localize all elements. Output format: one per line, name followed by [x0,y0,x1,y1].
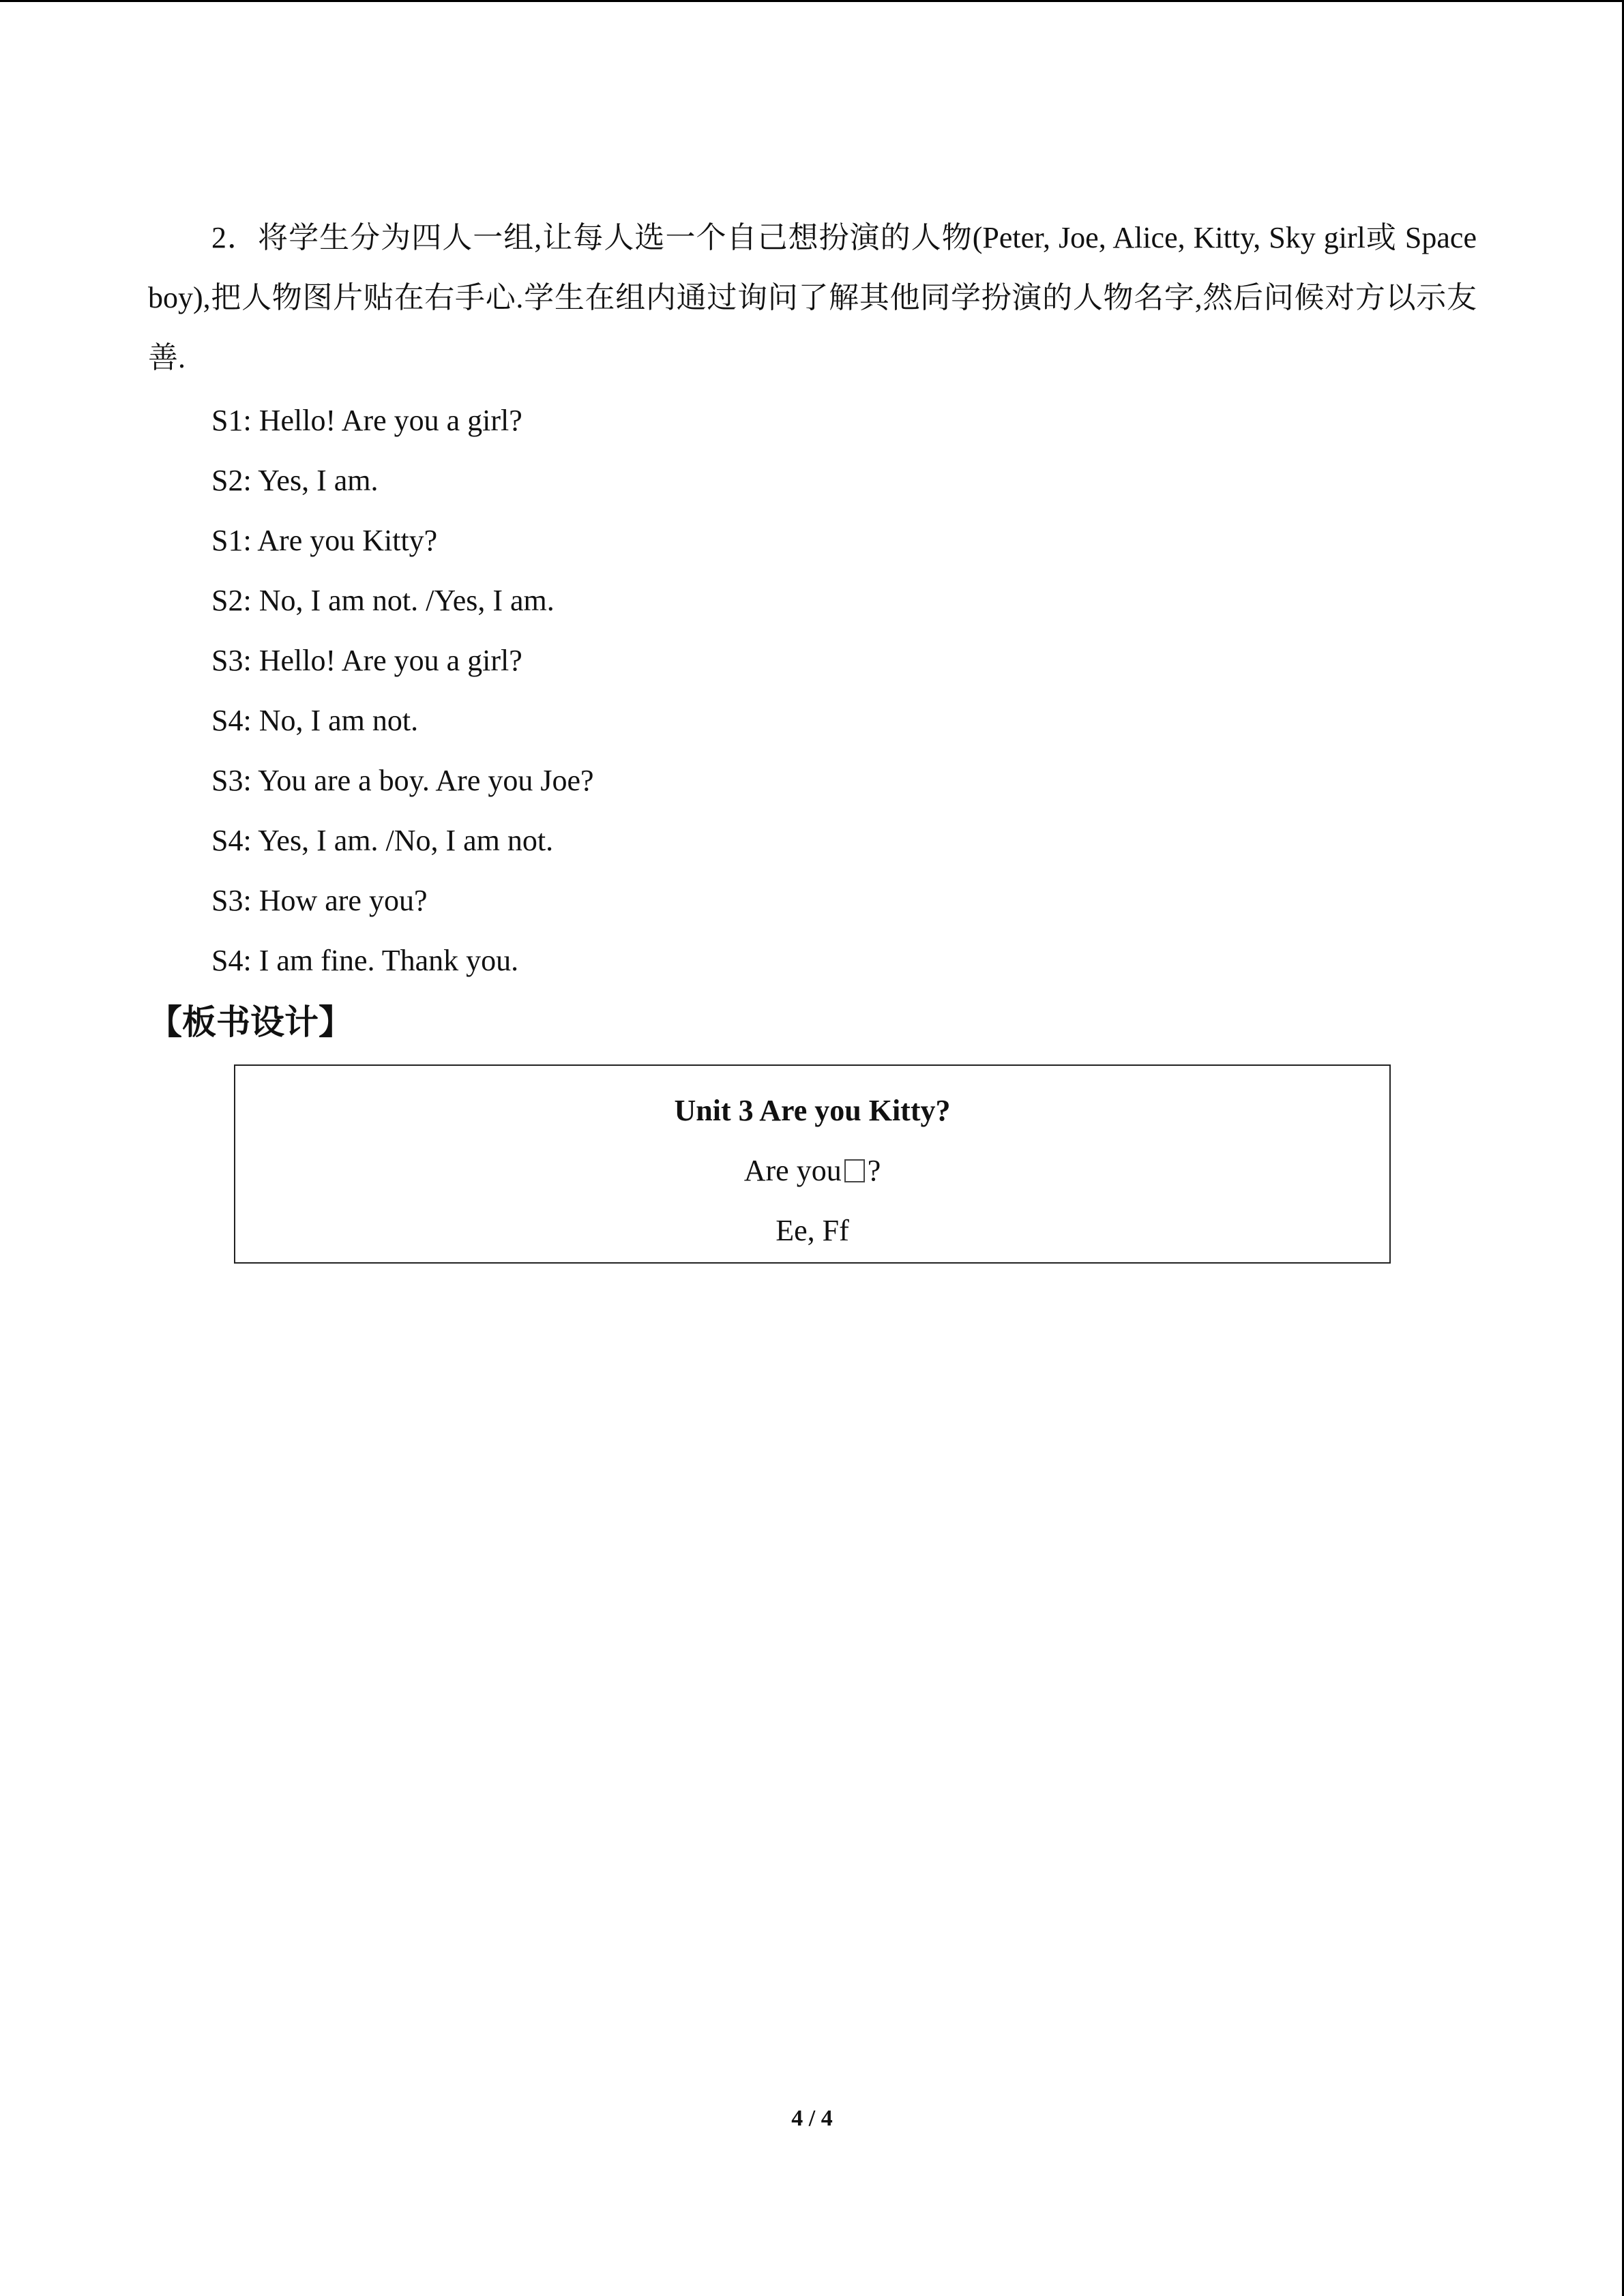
page-number: 4 / 4 [791,2106,833,2131]
pattern-suffix: ? [867,1154,881,1187]
dialogue-line: S4: No, I am not. [211,704,419,737]
blank-box-icon [844,1159,865,1182]
dialogue-list [211,391,1371,991]
board-title: Unit 3 Are you Kitty? [674,1094,951,1127]
pattern-prefix: Are you [743,1154,842,1187]
dialogue-line: S4: I am fine. Thank you. [211,944,519,977]
dialogue-line: S1: Are you Kitty? [211,524,438,557]
dialogue-line: S4: Yes, I am. /No, I am not. [211,824,554,857]
dialogue-line: S3: Hello! Are you a girl? [211,644,522,677]
dialogue-line: S3: How are you? [211,884,428,917]
dialogue-line: S3: You are a boy. Are you Joe? [211,764,594,797]
board-design-box [234,1064,1391,1264]
dialogue-line: S2: Yes, I am. [211,464,379,497]
board-letters: Ee, Ff [776,1214,849,1247]
dialogue-line: S2: No, I am not. /Yes, I am. [211,584,555,617]
activity-instruction: 2．将学生分为四人一组,让每人选一个自己想扮演的人物(Peter, Joe, Alice, Kitty, Sky girl或 Space boy),把人物图片贴在右手心.学生在组内通过询问了解其他同学扮演的人物名字,然后问候对方以示友善. [148,221,1477,374]
board-sentence-pattern [235,1141,1389,1201]
dialogue-line: S1: Hello! Are you a girl? [211,404,522,437]
board-design-heading: 【板书设计】 [148,1002,353,1042]
